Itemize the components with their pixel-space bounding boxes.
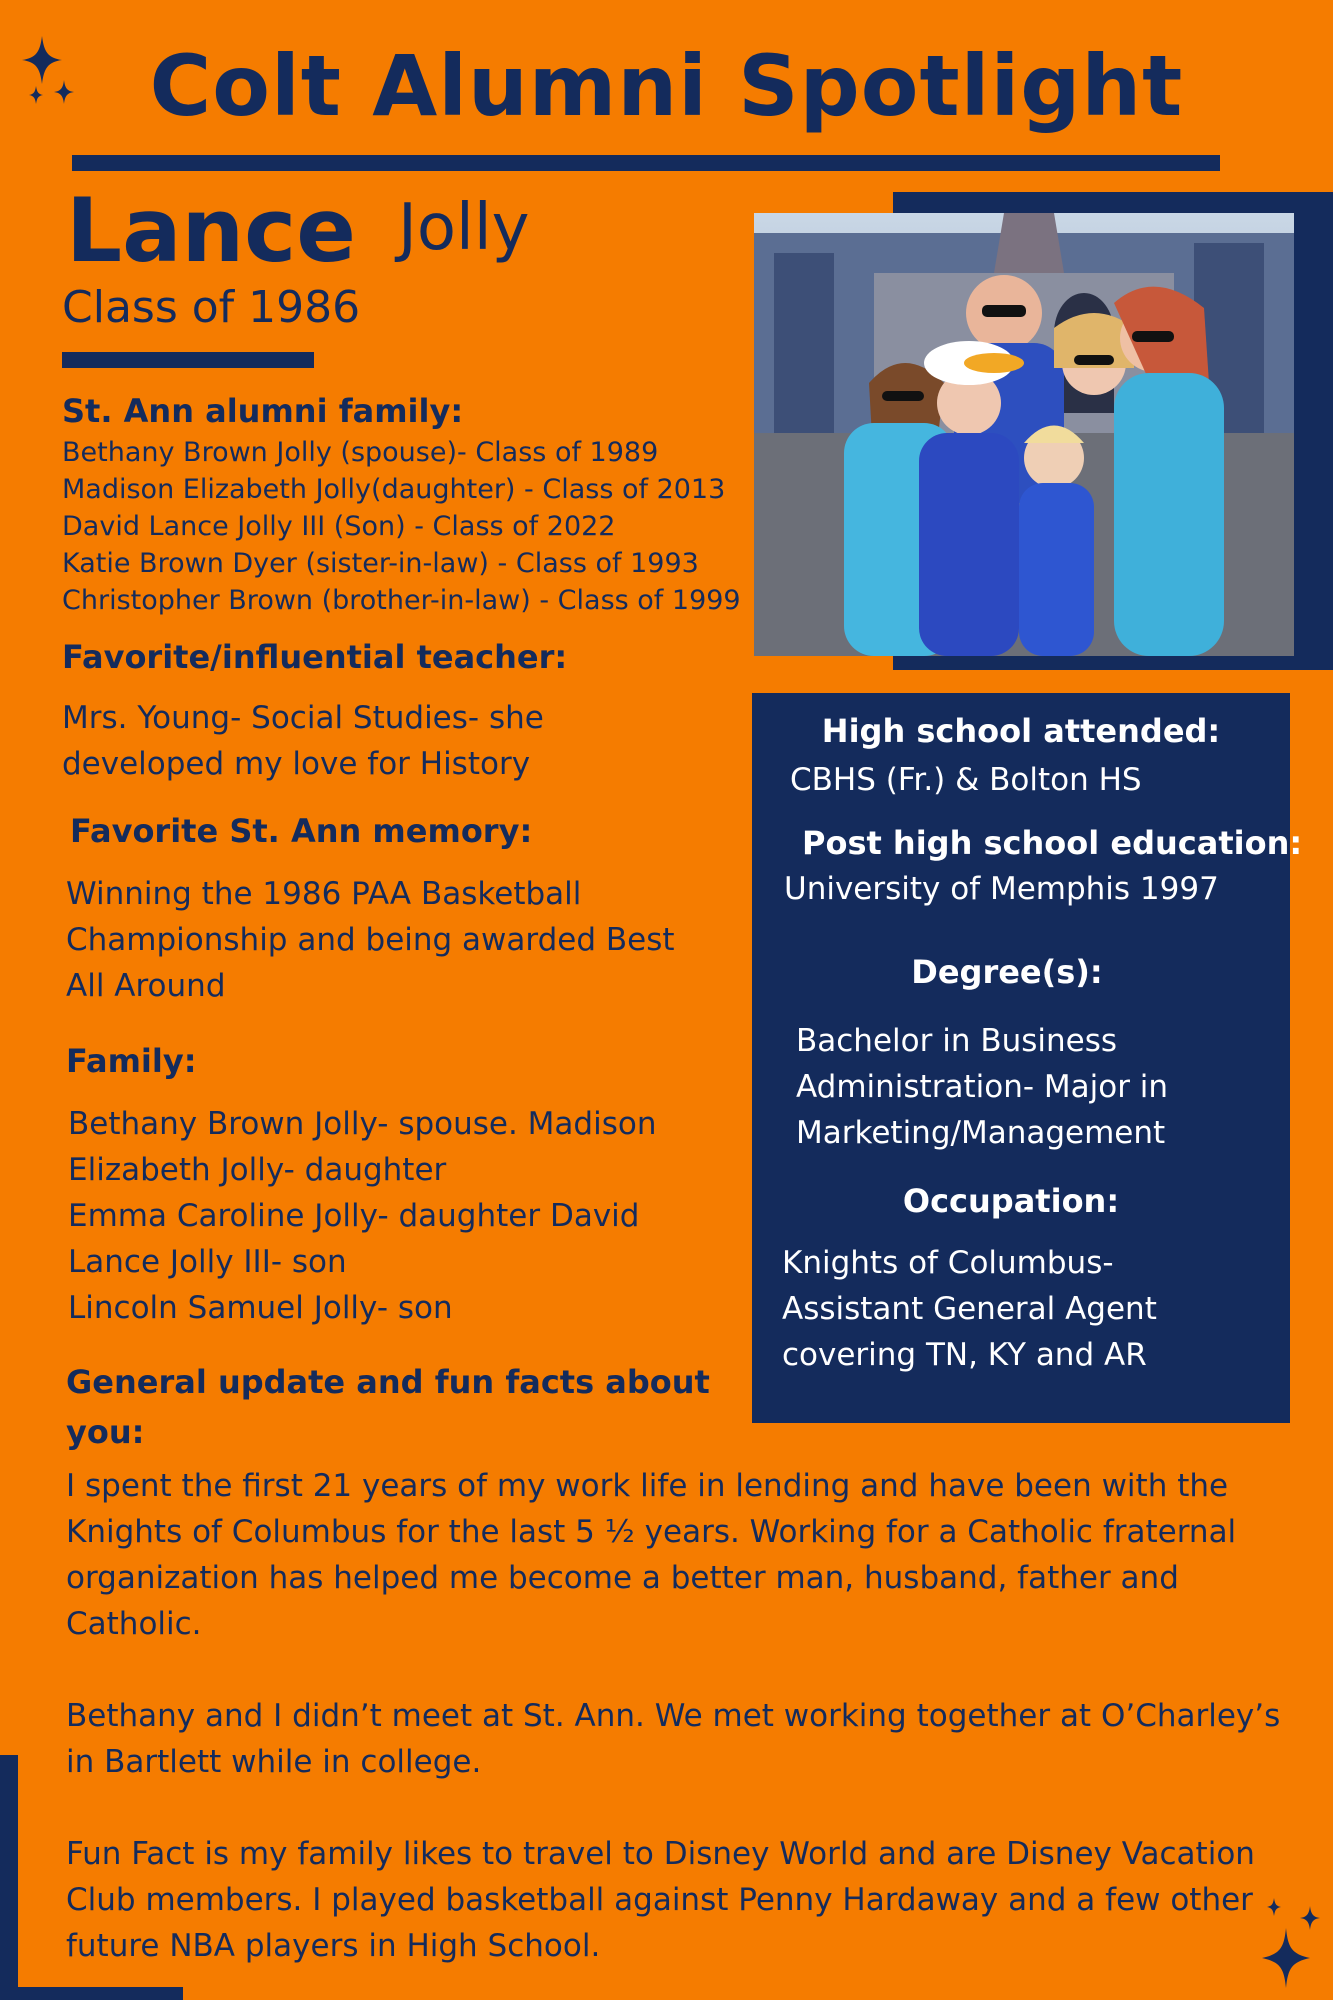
teacher-heading: Favorite/influential teacher: <box>62 638 568 676</box>
high-school-heading: High school attended: <box>821 712 1221 750</box>
degree-text: Bachelor in Business Administration- Major in Marketing/Management <box>796 1023 1169 1151</box>
family-text: Bethany Brown Jolly- spouse. Madison Elizabeth Jolly- daughter Emma Caroline Jolly- daughter David Lance Jolly III- son Lincoln Samuel Jolly- son <box>68 1106 657 1326</box>
alumni-family-item: Bethany Brown Jolly (spouse)- Class of 1989 <box>62 437 659 468</box>
high-school-text: CBHS (Fr.) & Bolton HS <box>790 762 1142 798</box>
alumni-family-list <box>62 434 741 619</box>
last-name: Jolly <box>398 191 530 265</box>
corner-bar <box>0 1987 183 2000</box>
update-paragraph: I spent the first 21 years of my work life in lending and have been with the Knights of Columbus for the last 5 ½ years. Working for a Catholic fraternal organization has helped me become a better man, husband, father and Catholic. <box>66 1468 1237 1642</box>
name-divider <box>62 352 314 368</box>
alumni-family-heading: St. Ann alumni family: <box>62 392 464 430</box>
family-heading: Family: <box>66 1042 197 1080</box>
memory-text: Winning the 1986 PAA Basketball Championship and being awarded Best All Around <box>66 876 675 1004</box>
memory-heading: Favorite St. Ann memory: <box>70 812 533 850</box>
corner-bar <box>0 1755 18 2000</box>
degree-heading: Degree(s): <box>911 953 1103 991</box>
update-paragraph: Fun Fact is my family likes to travel to Disney World and are Disney Vacation Club members. I played basketball against Penny Hardaway and a few other future NBA players in High School. <box>66 1836 1255 1964</box>
post-hs-text: University of Memphis 1997 <box>784 871 1219 907</box>
update-heading: General update and fun facts about you: <box>66 1363 710 1451</box>
alumni-family-item: Christopher Brown (brother-in-law) - Class of 1999 <box>62 585 741 616</box>
first-name: Lance <box>66 179 356 282</box>
alumni-family-item: David Lance Jolly III (Son) - Class of 2022 <box>62 511 616 542</box>
sparkle-icon <box>1252 1898 1322 1990</box>
page-title: Colt Alumni Spotlight <box>149 37 1184 135</box>
class-year: Class of 1986 <box>62 282 361 333</box>
alumni-family-item: Katie Brown Dyer (sister-in-law) - Class of 1993 <box>62 548 699 579</box>
title-divider <box>72 155 1220 171</box>
occupation-text: Knights of Columbus- Assistant General Agent covering TN, KY and AR <box>782 1245 1157 1373</box>
occupation-heading: Occupation: <box>902 1182 1120 1220</box>
alumni-family-item: Madison Elizabeth Jolly(daughter) - Class of 2013 <box>62 474 726 505</box>
teacher-text: Mrs. Young- Social Studies- she developed my love for History <box>62 700 544 782</box>
family-photo <box>754 213 1294 656</box>
update-paragraph: Bethany and I didn’t meet at St. Ann. We met working together at O’Charley’s in Bartlett while in college. <box>66 1698 1281 1780</box>
post-hs-heading: Post high school education: <box>802 824 1303 862</box>
